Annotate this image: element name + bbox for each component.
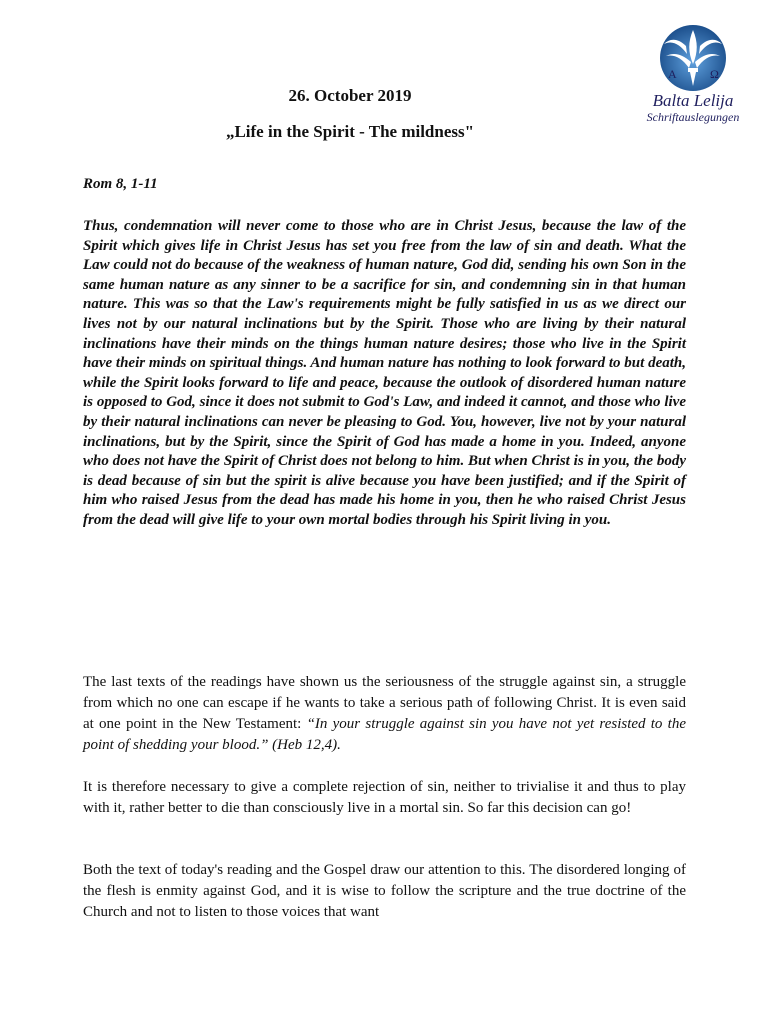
logo-subtitle: Schriftauslegungen bbox=[646, 110, 740, 124]
scripture-reference: Rom 8, 1-11 bbox=[83, 176, 158, 192]
omega-symbol: Ω bbox=[710, 67, 719, 81]
scripture-text: Thus, condemnation will never come to those who are in Christ Jesus, because the law of the Spirit which gives life in Christ Jesus has set you free from the law of sin and death. What the Law could not do because of the weakness of human nature, God did, sending his own Son in the same human nature as any sinner to be a sacrifice for sin, and condemning sin in that human nature. This was so that the Law's requirements might be fully satisfied in us as we direct our lives not by our natural inclinations but by the Spirit. Those who are living by their natural inclinations have their minds on the things human nature desires; those who live in the Spirit have their minds on spiritual things. And human nature has nothing to look forward to but death, while the Spirit looks forward to life and peace, because the outlook of disordered human nature is opposed to God, since it does not submit to God's Law, and indeed it cannot, and those who live by their natural inclinations can never be pleasing to God. You, however, live not by your natural inclinations, but by the Spirit, since the Spirit of God has made a home in you. Indeed, anyone who does not have the Spirit of Christ does not belong to him. But when Christ is in you, the body is dead because of sin but the spirit is alive because you have been justified; and if the Spirit of him who raised Jesus from the dead has made his home in you, then he who raised Christ Jesus from the dead will give life to your own mortal bodies through his Spirit living in you. bbox=[83, 218, 686, 528]
body-paragraph-3: Both the text of today's reading and the Gospel draw our attention to this. The disordered longing of the flesh is enmity against God, and it is wise to follow the scripture and the true doctrine of the Church and not to listen to those voices that want bbox=[83, 862, 686, 920]
hebrews-quote: “In your struggle against sin you have not yet resisted to the point of shedding your blood.” (Heb 12,4). bbox=[83, 716, 686, 753]
alpha-symbol: A bbox=[668, 67, 677, 81]
logo-name: Balta Lelija bbox=[652, 91, 734, 110]
body-paragraph-2: It is therefore necessary to give a complete rejection of sin, neither to trivialise it and thus to play with it, rather better to die than consciously live in a mortal sin. So far this decision can go! bbox=[83, 779, 686, 816]
page-title: „Life in the Spirit - The mildness" bbox=[225, 122, 475, 141]
page-date: 26. October 2019 bbox=[288, 86, 412, 105]
balta-lelija-logo bbox=[626, 24, 760, 130]
body-paragraph-1 bbox=[83, 672, 686, 756]
lily-emblem-icon bbox=[652, 24, 734, 92]
paragraph-1-text: The last texts of the readings have shown us the seriousness of the struggle against sin, a struggle from which no one can escape if he wants to take a serious path of following Christ. It is even said at one point in the New Testament: bbox=[83, 674, 686, 732]
